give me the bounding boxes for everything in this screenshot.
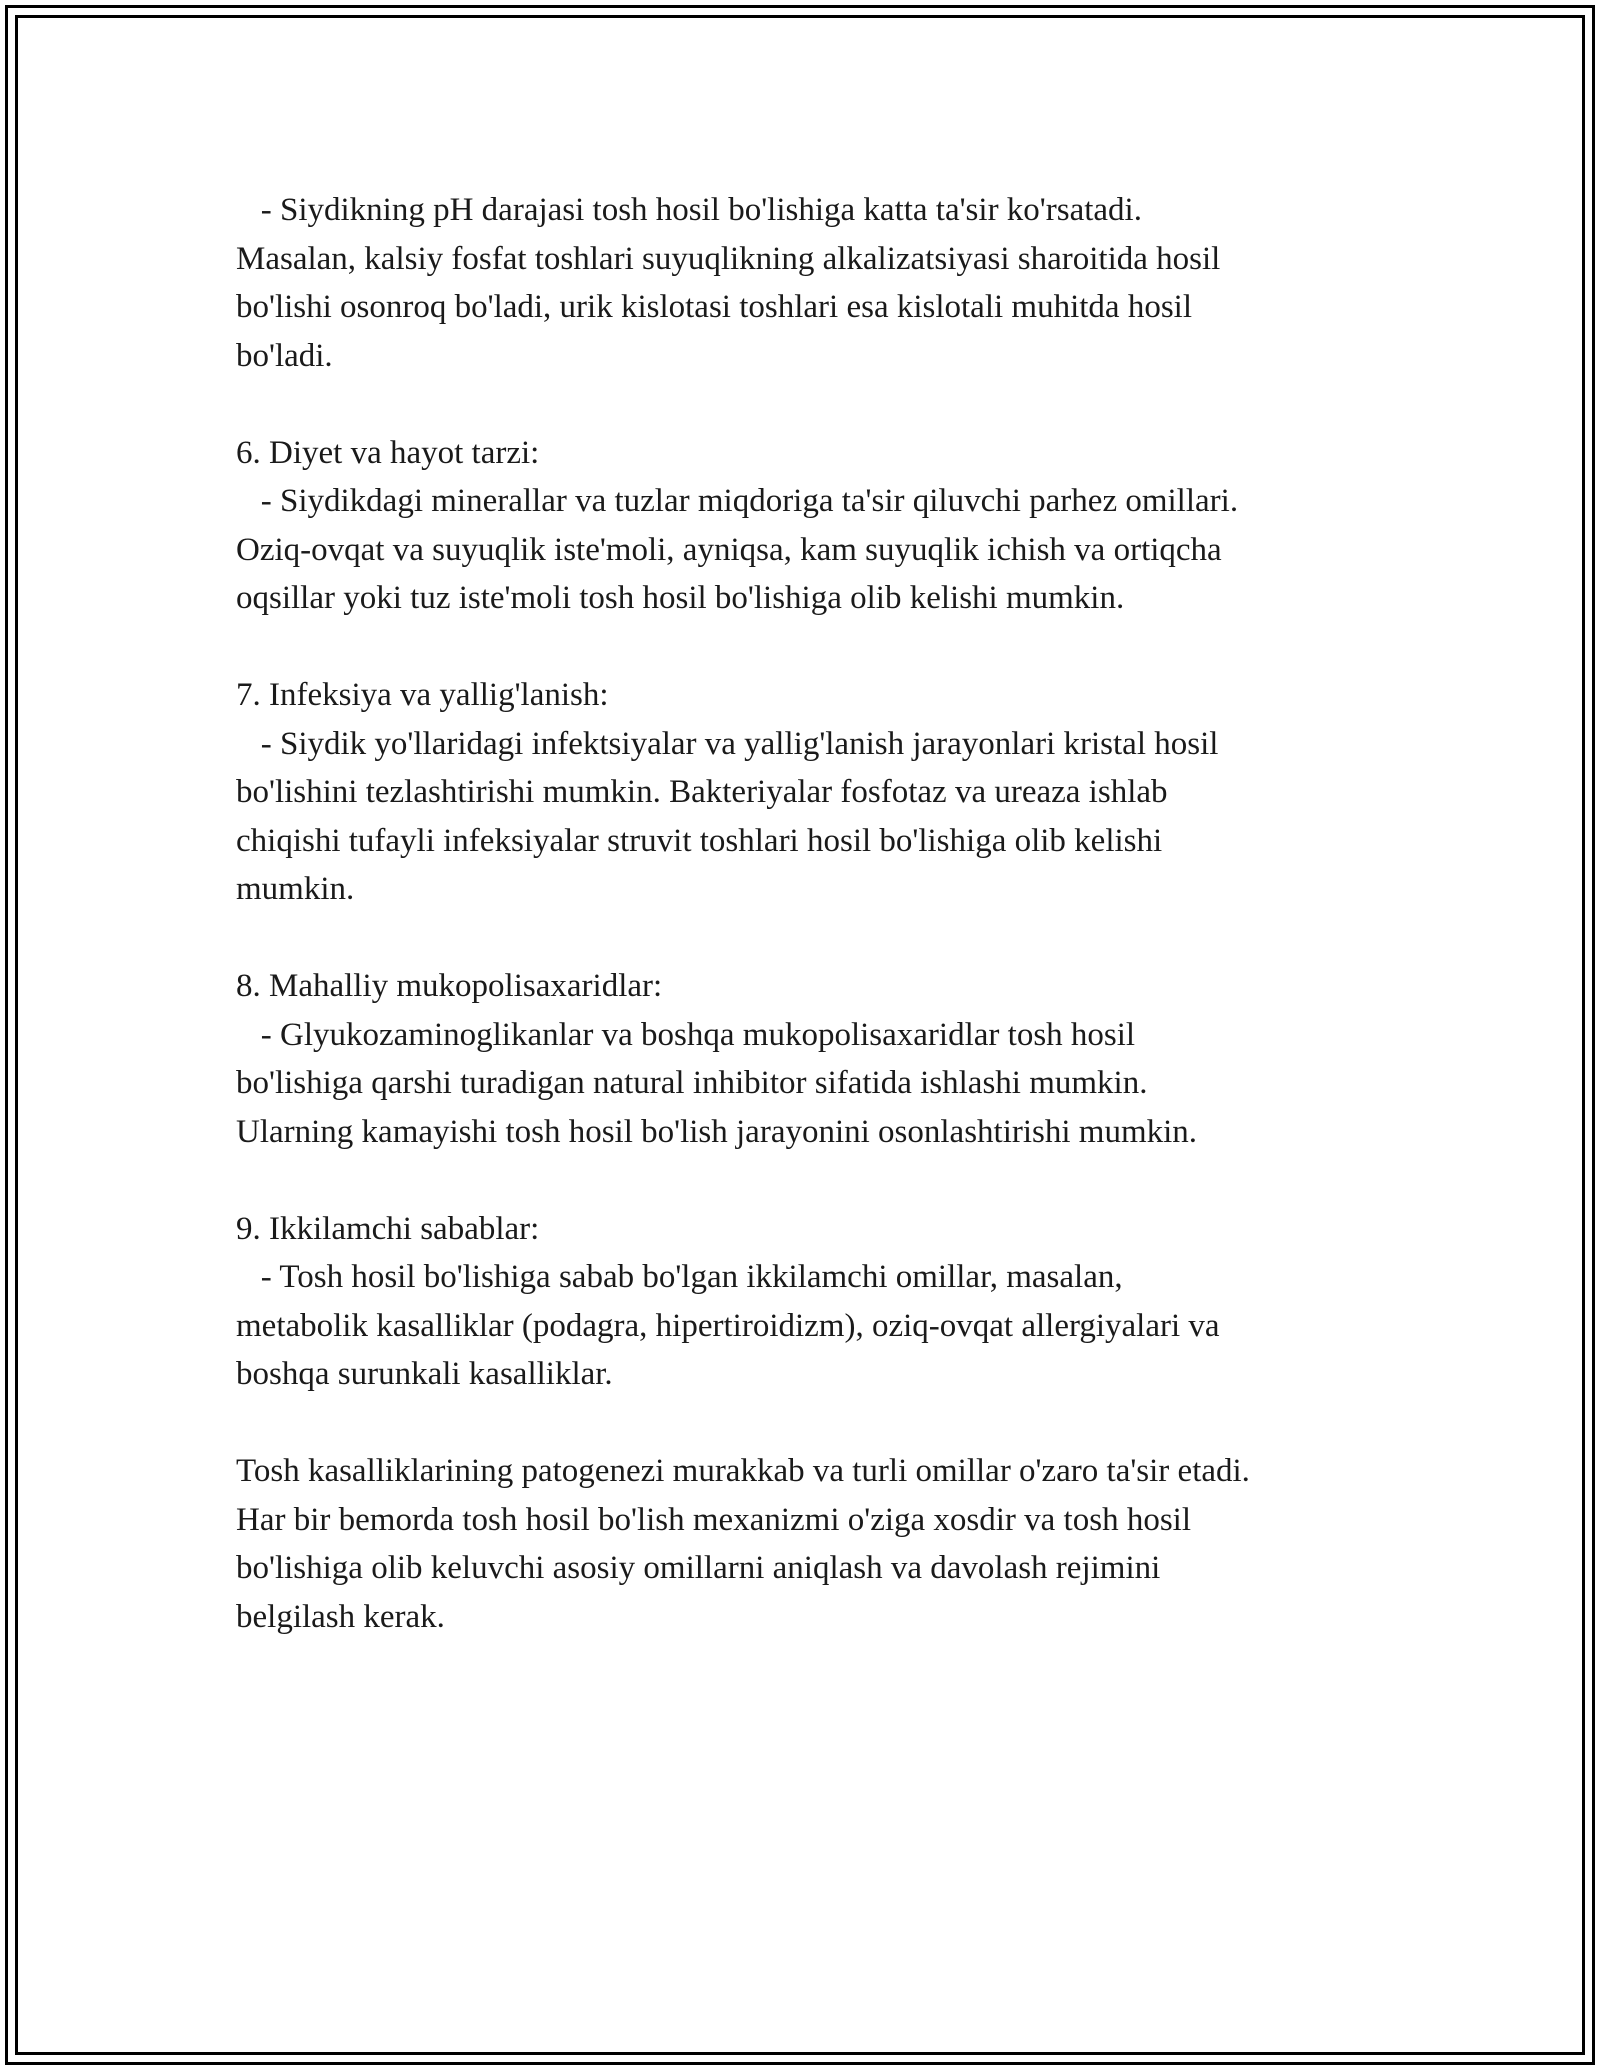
text-line: mumkin. <box>236 871 355 907</box>
text-line: - Siydikdagi minerallar va tuzlar miqdoriga ta'sir qiluvchi parhez omillari. <box>236 483 1239 519</box>
text-line: Tosh kasalliklarining patogenezi murakkab va turli omillar o'zaro ta'sir etadi. <box>236 1453 1250 1489</box>
text-line: bo'lishini tezlashtirishi mumkin. Bakteriyalar fosfotaz va ureaza ishlab <box>236 774 1168 810</box>
section-heading: 6. Diyet va hayot tarzi: <box>236 434 540 471</box>
text-line: Masalan, kalsiy fosfat toshlari suyuqlikning alkalizatsiyasi sharoitida hosil <box>236 240 1221 277</box>
section-infection <box>236 671 1416 914</box>
section-heading: 9. Ikkilamchi sabablar: <box>236 1210 540 1247</box>
section-diet <box>236 429 1416 623</box>
text-line: Har bir bemorda tosh hosil bo'lish mexanizmi o'ziga xosdir va tosh hosil <box>236 1501 1192 1538</box>
section-secondary-causes <box>236 1205 1416 1399</box>
text-line: oqsillar yoki tuz iste'moli tosh hosil bo'lishiga olib kelishi mumkin. <box>236 580 1125 616</box>
text-line: - Siydik yo'llaridagi infektsiyalar va yallig'lanish jarayonlari kristal hosil <box>236 725 1219 762</box>
text-line: chiqishi tufayli infeksiyalar struvit toshlari hosil bo'lishiga olib kelishi <box>236 822 1163 859</box>
text-line: - Siydikning pH darajasi tosh hosil bo'lishiga katta ta'sir ko'rsatadi. <box>236 192 1142 228</box>
paragraph-gap <box>236 623 1416 672</box>
paragraph-gap <box>236 1156 1416 1205</box>
document-body <box>236 186 1416 1641</box>
paragraph-gap <box>236 380 1416 429</box>
text-line: Oziq-ovqat va suyuqlik iste'moli, ayniqsa, kam suyuqlik ichish va ortiqcha <box>236 531 1222 568</box>
section-mucopolysaccharides <box>236 962 1416 1156</box>
text-line: bo'lishiga olib keluvchi asosiy omillarni aniqlash va davolash rejimini <box>236 1550 1161 1586</box>
text-line: metabolik kasalliklar (podagra, hipertiroidizm), oziq-ovqat allergiyalari va <box>236 1307 1220 1344</box>
text-line: - Glyukozaminoglikanlar va boshqa mukopolisaxaridlar tosh hosil <box>236 1016 1136 1053</box>
paragraph-gap <box>236 914 1416 963</box>
paragraph-conclusion <box>236 1447 1416 1641</box>
section-heading: 7. Infeksiya va yallig'lanish: <box>236 677 609 713</box>
text-line: bo'lishi osonroq bo'ladi, urik kislotasi toshlari esa kislotali muhitda hosil <box>236 289 1193 325</box>
paragraph-ph-effect <box>236 186 1416 380</box>
text-line: bo'ladi. <box>236 337 333 374</box>
text-line: bo'lishiga qarshi turadigan natural inhibitor sifatida ishlashi mumkin. <box>236 1065 1148 1101</box>
section-heading: 8. Mahalliy mukopolisaxaridlar: <box>236 968 663 1004</box>
text-line: boshqa surunkali kasalliklar. <box>236 1356 613 1392</box>
text-line: - Tosh hosil bo'lishiga sabab bo'lgan ikkilamchi omillar, masalan, <box>236 1259 1123 1295</box>
text-line: belgilash kerak. <box>236 1598 445 1635</box>
paragraph-gap <box>236 1399 1416 1448</box>
text-line: Ularning kamayishi tosh hosil bo'lish jarayonini osonlashtirishi mumkin. <box>236 1113 1198 1150</box>
